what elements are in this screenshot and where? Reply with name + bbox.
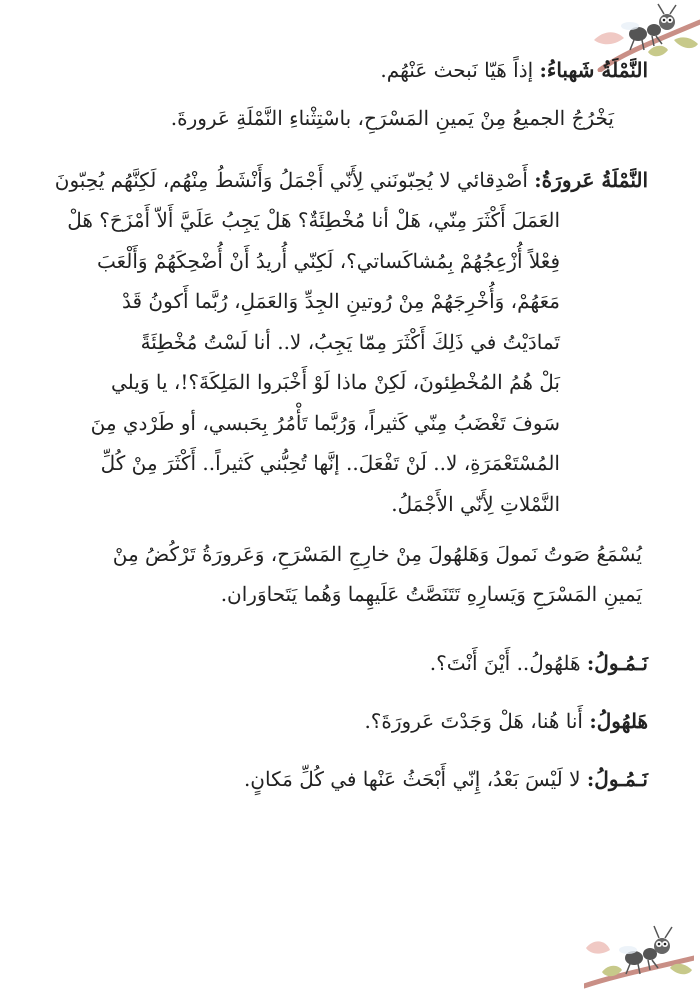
script-content (30, 58, 648, 808)
monologue-first-line (30, 160, 648, 200)
monologue-line: فِعْلاً أُزْعِجُهُمْ بِمُشاكَساتي؟، لَكِنّي أُريدُ أَنْ أُضْحِكَهُمْ وَأَلْعَبَ (96, 248, 560, 273)
speaker-name: نَـمُـولُ: (586, 651, 648, 675)
monologue-line: بَلْ هُمُ المُخْطِئونَ، لَكِنْ ماذا لَوْ أَخْبَروا المَلِكَةَ؟!، يا وَيلي (111, 370, 560, 394)
stage-direction: يَخْرُجُ الجميعُ مِنْ يَمينِ المَسْرَحِ، باسْتِثْناءِ النَّمْلَةِ عَرورةَ. (170, 106, 614, 130)
monologue-line: العَمَلَ أَكْثَرَ مِنّي، هَلْ أنا مُخْطِئَةٌ؟ هَلْ يَجِبُ عَلَيَّ أَلاّ أَمْزَحَ؟ هَلْ (67, 208, 560, 232)
monologue-line: مَعَهُمْ، وَأُخْرِجَهُمْ مِنْ رُوتينِ الجِدِّ وَالعَمَلِ، رُبَّما أَكونُ قَدْ (121, 289, 560, 313)
monologue-line: سَوفَ تَغْضَبُ مِنّي كَثيراً، وَرُبَّما تَأْمُرُ بِحَبسي، أو طَرْدي مِنَ (90, 410, 560, 435)
dialogue-line (30, 750, 648, 808)
speech-text: أَصْدِقائي لا يُحِبّونَني لِأَنّي أَجْمَلُ وَأَنْشَطُ مِنْهُم، لَكِنَّهُم يُحِبّونَ (54, 168, 528, 192)
monologue-line: النَّمْلاتِ لِأَنّي الأَجْمَلُ. (391, 491, 560, 516)
speech-text: هَلهُولُ.. أَيْنَ أَنْتَ؟. (429, 651, 581, 675)
speaker-name: النَّمْلَةُ عَرورَةُ: (534, 168, 648, 192)
speech-text: لا لَيْسَ بَعْدُ، إِنّي أَبْحَثُ عَنْها في كُلِّ مَكانٍ. (243, 767, 581, 791)
stage-direction (30, 534, 642, 614)
speech-text: إذاً هَيّا نَبحث عَنْهُم. (380, 58, 534, 82)
monologue-line: تَمادَيْتُ في ذَلِكَ أَكْثَرَ مِمّا يَجِبُ، لا.. أنا لَسْتُ مُخْطِئَةً (140, 329, 560, 354)
dialogue-line (30, 634, 648, 692)
monologue-line: المُسْتَعْمَرَةِ، لا.. لَنْ تَفْعَلَ.. إنَّها تُحِبُّني كَثيراً.. أَكْثَرَ مِنْ كُلِّ (100, 451, 560, 475)
speaker-name: النَّمْلَةُ شَهباءُ: (539, 58, 648, 82)
opening-line (30, 58, 648, 82)
speaker-name: نَـمُـولُ: (586, 767, 648, 791)
speaker-name: هَلهُولُ: (589, 709, 648, 733)
stage-direction-line: يَمينِ المَسْرَحِ وَيَسارِهِ تَتَنَصَّتُ عَلَيهِما وَهُما يَتَحاوَران. (220, 582, 642, 606)
speech-text: أَنا هُنا، هَلْ وَجَدْتَ عَرورَةَ؟. (364, 709, 583, 733)
dialogue-line (30, 692, 648, 750)
ant-on-branch-icon (584, 918, 694, 990)
monologue (30, 160, 648, 524)
stage-direction-line: يُسْمَعُ صَوتُ نَمولَ وَهَلهُولَ مِنْ خارِجِ المَسْرَحِ، وَعَرورَةُ تَرْكُضُ مِنْ (112, 542, 642, 566)
